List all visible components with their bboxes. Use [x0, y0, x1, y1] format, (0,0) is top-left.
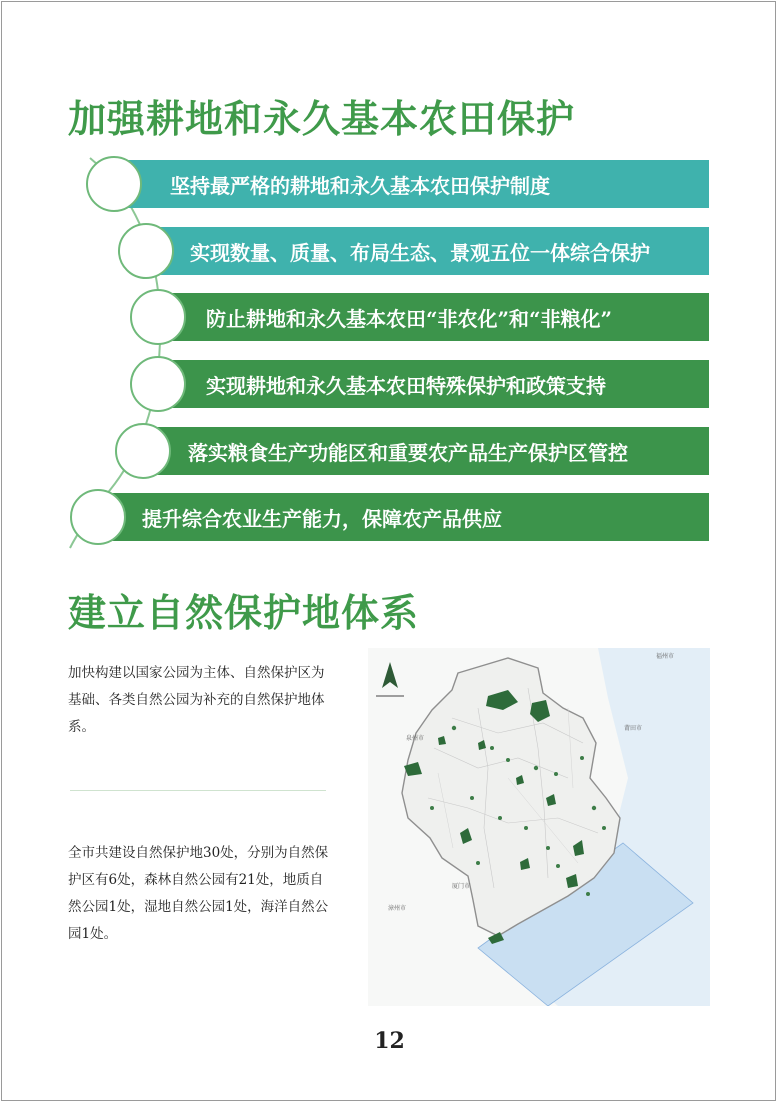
timeline-node-6: [70, 489, 126, 545]
protection-item-1: 坚持最严格的耕地和永久基本农田保护制度: [128, 160, 709, 208]
section-title-nature-reserves: 建立自然保护地体系: [68, 590, 420, 635]
map-label-fuzhou: 福州市: [656, 653, 675, 660]
map-label-xiamen: 厦门市: [452, 883, 471, 890]
section-title-farmland-protection: 加强耕地和永久基本农田保护: [68, 96, 576, 141]
page-number: 12: [374, 1028, 405, 1054]
nature-reserves-map: [368, 648, 710, 1006]
divider-line: [70, 790, 326, 791]
protection-item-4: 实现耕地和永久基本农田特殊保护和政策支持: [168, 360, 709, 408]
map-label-zhangzhou: 漳州市: [388, 905, 407, 912]
map-label-quanzhou: 泉州市: [406, 735, 425, 742]
reserves-intro-paragraph: 加快构建以国家公园为主体、自然保护区为基础、各类自然公园为补充的自然保护地体系。: [68, 665, 325, 735]
protection-item-2: 实现数量、质量、布局生态、景观五位一体综合保护: [156, 227, 709, 275]
timeline-node-4: [130, 356, 186, 412]
protection-item-5: 落实粮食生产功能区和重要农产品生产保护区管控: [153, 427, 709, 475]
map-label-putian: 莆田市: [624, 725, 643, 732]
protection-item-3: 防止耕地和永久基本农田“非农化”和“非粮化”: [168, 293, 709, 341]
protection-item-6: 提升综合农业生产能力，保障农产品供应: [112, 493, 709, 541]
timeline-node-1: [86, 156, 142, 212]
timeline-node-2: [118, 223, 174, 279]
timeline-node-3: [130, 289, 186, 345]
timeline-node-5: [115, 423, 171, 479]
reserves-stats-paragraph: 全市共建设自然保护地30处，分别为自然保护区有6处，森林自然公园有21处，地质自然公园1处，湿地自然公园1处，海洋自然公园1处。: [68, 845, 329, 942]
